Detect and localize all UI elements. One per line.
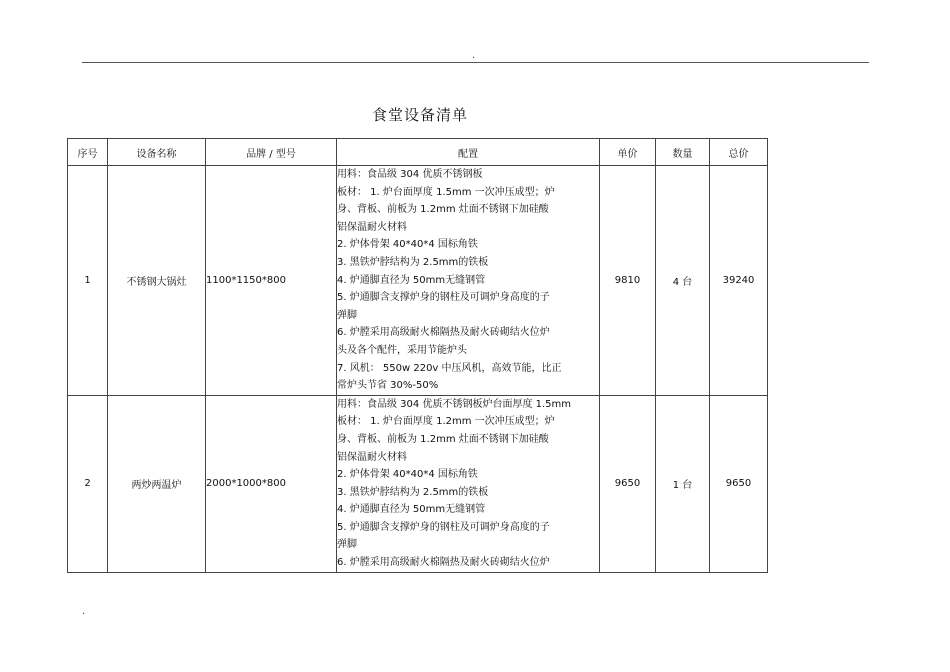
document-title: 食堂设备清单 (371, 106, 468, 124)
header-unit-price: 单价 (600, 139, 656, 166)
config-line: 常炉头节省 30%-50% (337, 380, 439, 392)
config-line: 3. 黑铁炉脖结构为 2.5mm的铁板 (337, 256, 489, 268)
cell-total: 9650 (710, 395, 768, 572)
table-row (68, 395, 768, 572)
table-row (68, 166, 768, 396)
header-model: 品牌 / 型号 (206, 139, 337, 166)
cell-config (337, 395, 600, 572)
equipment-table (67, 138, 768, 573)
config-line: 弹脚 (337, 309, 357, 321)
cell-quantity: 1 台 (656, 395, 710, 572)
cell-name: 不锈钢大锅灶 (108, 166, 206, 396)
header-total: 总价 (710, 139, 768, 166)
cell-index: 2 (68, 395, 108, 572)
config-line: 用料：食品级 304 优质不锈钢板 (337, 169, 483, 180)
cell-model: 2000*1000*800 (206, 395, 337, 572)
config-line: 4. 炉通脚直径为 50mm无缝钢管 (337, 504, 486, 516)
header-index: 序号 (68, 139, 108, 166)
config-line: 身、背板、前板为 1.2mm 灶面不锈钢下加硅酸 (337, 433, 549, 445)
config-line: 头及各个配件，采用节能炉头 (337, 344, 467, 356)
config-line: 6. 炉膛采用高级耐火棉隔热及耐火砖砌结火位炉 (337, 327, 550, 339)
config-line: 4. 炉通脚直径为 50mm无缝钢管 (337, 274, 486, 286)
cell-model: 1100*1150*800 (206, 166, 337, 396)
config-line: 板材： 1. 炉台面厚度 1.2mm 一次冲压成型；炉 (337, 416, 555, 428)
cell-unit-price: 9650 (600, 395, 656, 572)
cell-quantity: 4 台 (656, 166, 710, 396)
config-line: 7. 风机： 550w 220v 中压风机，高效节能，比正 (337, 362, 562, 374)
cell-unit-price: 9810 (600, 166, 656, 396)
cell-config (337, 166, 600, 396)
config-line: 2. 炉体骨架 40*40*4 国标角铁 (337, 239, 478, 251)
config-line: 弹脚 (337, 539, 357, 551)
header-name: 设备名称 (108, 139, 206, 166)
config-line: 铝保温耐火材料 (337, 221, 407, 233)
config-line: 5. 炉通脚含支撑炉身的钢柱及可调炉身高度的子 (337, 292, 550, 304)
table-header-row (68, 139, 768, 166)
cell-total: 39240 (710, 166, 768, 396)
header-config: 配置 (337, 139, 600, 166)
config-line: 2. 炉体骨架 40*40*4 国标角铁 (337, 469, 478, 481)
header-rule (82, 62, 869, 63)
header-dot: . (472, 50, 476, 61)
config-line: 3. 黑铁炉脖结构为 2.5mm的铁板 (337, 486, 489, 498)
cell-name: 两炒两温炉 (108, 395, 206, 572)
config-line: 6. 炉膛采用高级耐火棉隔热及耐火砖砌结火位炉 (337, 557, 550, 569)
config-line: 5. 炉通脚含支撑炉身的钢柱及可调炉身高度的子 (337, 521, 550, 533)
config-line: 铝保温耐火材料 (337, 451, 407, 463)
footer-dot: . (82, 606, 86, 617)
config-line: 板材： 1. 炉台面厚度 1.5mm 一次冲压成型；炉 (337, 186, 555, 198)
cell-index: 1 (68, 166, 108, 396)
config-line: 用料：食品级 304 优质不锈钢板炉台面厚度 1.5mm (337, 398, 572, 410)
config-line: 身、背板、前板为 1.2mm 灶面不锈钢下加硅酸 (337, 204, 549, 216)
header-quantity: 数量 (656, 139, 710, 166)
